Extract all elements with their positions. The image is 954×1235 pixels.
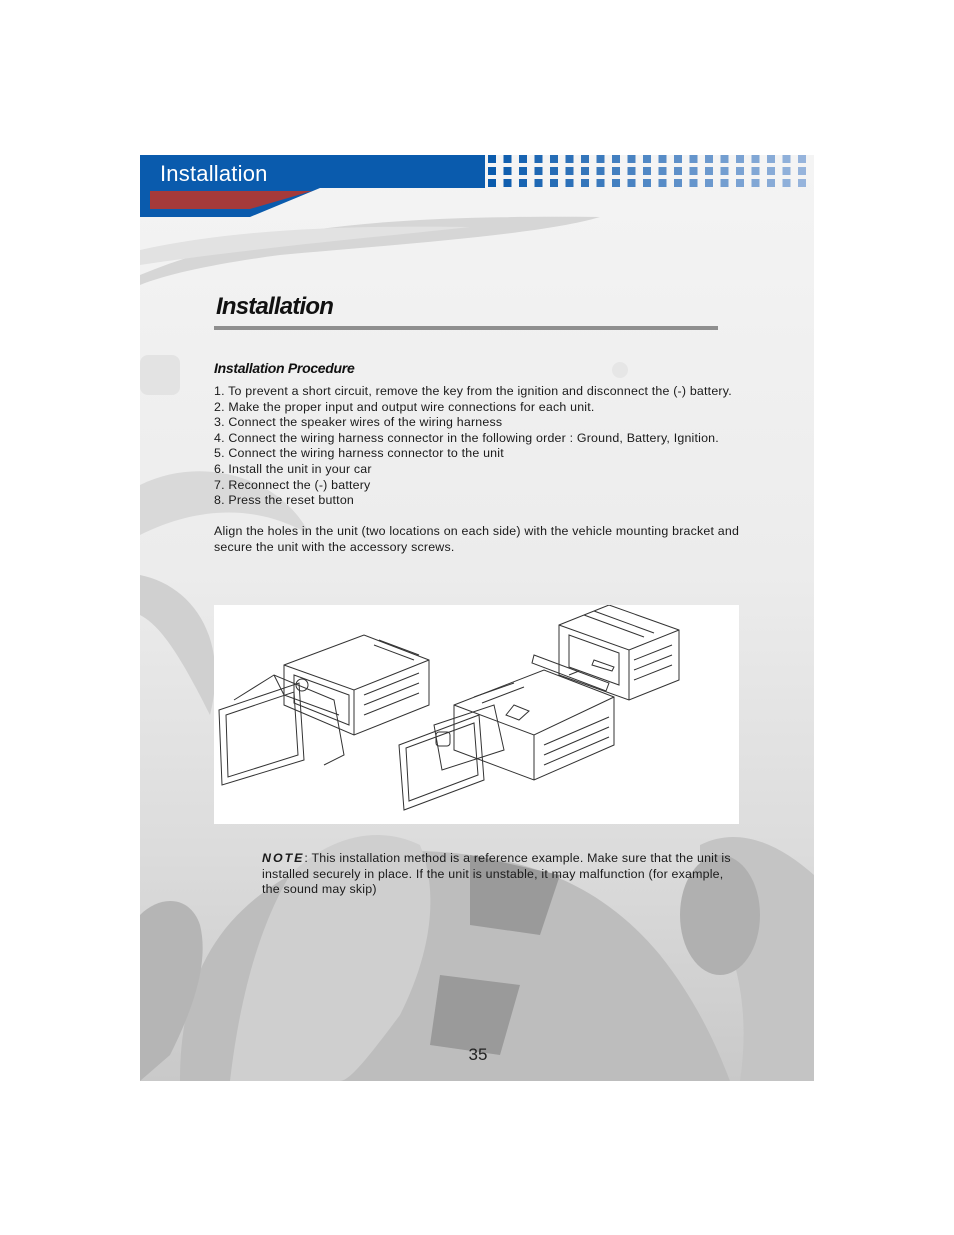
header-dot [798, 179, 806, 187]
header-dot [736, 155, 744, 163]
header-dot [628, 167, 636, 175]
header-dot [705, 179, 713, 187]
alignment-instructions: Align the holes in the unit (two locations on each side) with the vehicle mounting bracket and secure the unit with the accessory screws. [214, 524, 740, 554]
header-dot [597, 167, 605, 175]
header-dot [581, 167, 589, 175]
header-dot [752, 167, 760, 175]
header-dot [783, 155, 791, 163]
installation-diagram [214, 605, 739, 824]
header-dot [597, 179, 605, 187]
header-dot [597, 155, 605, 163]
header-dot [643, 167, 651, 175]
header-dot [705, 155, 713, 163]
header-dot [550, 167, 558, 175]
header-dot [566, 155, 574, 163]
note-label: NOTE [262, 851, 305, 865]
header-dot [643, 179, 651, 187]
header-dot-grid [488, 155, 806, 187]
header-dot [721, 179, 729, 187]
header-dot [628, 155, 636, 163]
header-dot [721, 155, 729, 163]
header-dot [612, 179, 620, 187]
header-dot [519, 155, 527, 163]
page-number: 35 [468, 1045, 488, 1064]
header-dot [488, 179, 496, 187]
header-dot [535, 179, 543, 187]
header-title: Installation [160, 161, 268, 186]
header-dot [783, 179, 791, 187]
installation-diagram-illustration [214, 605, 739, 824]
header-dot [519, 167, 527, 175]
note-text: : This installation method is a reference example. Make sure that the unit is installed securely in place. If the unit is unstable, it may malfunction (for example, the sound may skip) [262, 851, 731, 897]
header-dot [674, 167, 682, 175]
header-dot [752, 179, 760, 187]
header-dot [736, 167, 744, 175]
header-dot [767, 155, 775, 163]
header-dot [643, 155, 651, 163]
header-dot [690, 179, 698, 187]
header-dot [488, 155, 496, 163]
header-dot [628, 179, 636, 187]
header-dot [550, 155, 558, 163]
header-dot [690, 167, 698, 175]
header-dot [783, 167, 791, 175]
procedure-steps [214, 384, 732, 509]
header-dot [690, 155, 698, 163]
header-dot [488, 167, 496, 175]
header-dot [535, 155, 543, 163]
header-dot [519, 179, 527, 187]
header-dot [566, 167, 574, 175]
header-dot [798, 155, 806, 163]
step-item: 6. Install the unit in your car [214, 461, 372, 476]
procedure-subtitle: Installation Procedure [214, 360, 355, 376]
header-dot [705, 167, 713, 175]
header-dot [504, 167, 512, 175]
header-dot [612, 155, 620, 163]
header-dot [674, 155, 682, 163]
step-item: 8. Press the reset button [214, 493, 354, 508]
header-dot [612, 167, 620, 175]
step-item: 7. Reconnect the (-) battery [214, 477, 371, 492]
section-title: Installation [216, 293, 334, 320]
header-dot [581, 155, 589, 163]
header-dot [752, 155, 760, 163]
step-item: 1. To prevent a short circuit, remove the key from the ignition and disconnect the (-) battery. [214, 384, 732, 398]
step-item: 3. Connect the speaker wires of the wiring harness [214, 415, 503, 430]
header-dot [566, 179, 574, 187]
header-dot [674, 179, 682, 187]
header-dot [659, 167, 667, 175]
header-dot [767, 179, 775, 187]
header-dot [798, 167, 806, 175]
header-dot [550, 179, 558, 187]
header-dot [767, 167, 775, 175]
header-dot [504, 179, 512, 187]
header-dot [581, 179, 589, 187]
note-paragraph [262, 851, 732, 898]
header-dot [736, 179, 744, 187]
header-dot [535, 167, 543, 175]
section-divider [214, 326, 718, 330]
header-dot [659, 155, 667, 163]
step-item: 5. Connect the wiring harness connector to the unit [214, 446, 504, 461]
step-item: 2. Make the proper input and output wire connections for each unit. [214, 399, 595, 414]
header-dot [659, 179, 667, 187]
header-dot [721, 167, 729, 175]
header-dot [504, 155, 512, 163]
step-item: 4. Connect the wiring harness connector in the following order : Ground, Battery, Ignition. [214, 430, 719, 445]
